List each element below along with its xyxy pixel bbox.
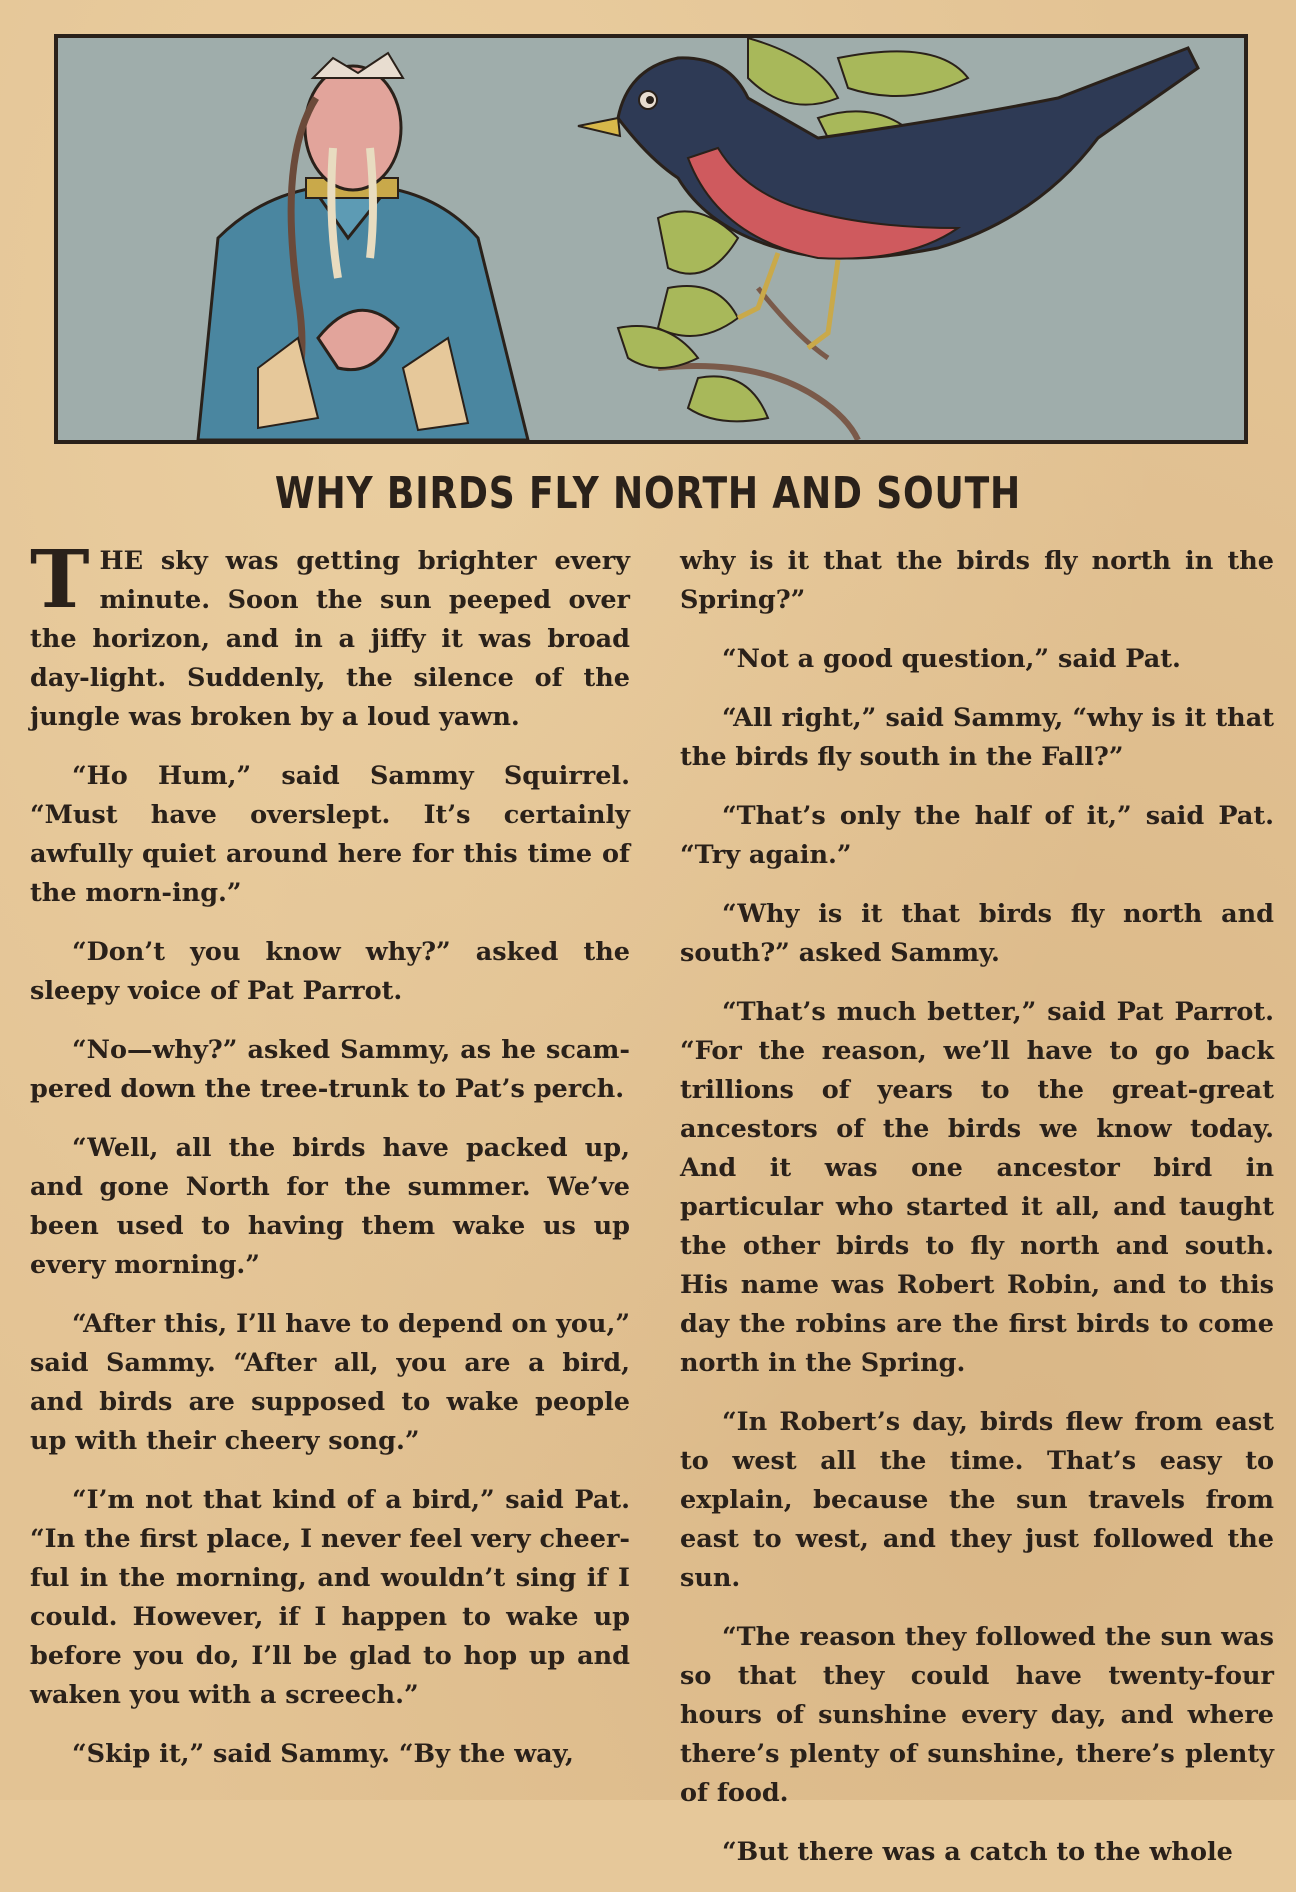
paragraph: “Why is it that birds fly north and south?” asked Sammy. <box>680 899 1274 968</box>
paragraph: “I’m not that kind of a bird,” said Pat. “In the first place, I never feel very cheer-ful in the morning, and wouldn’t sing if I could. However, if I happen to wake up before you do, I’ll be glad to hop up and waken you with a screech.” <box>30 1485 630 1710</box>
right-column <box>680 542 1274 1892</box>
paragraph-text: HE sky was getting brighter every minute. Soon the sun peeped over the horizon, and in a jiffy it was broad day-light. Suddenly, the silence of the jungle was broken by a loud yawn. <box>30 546 630 732</box>
paragraph <box>30 532 630 737</box>
drop-cap: T <box>30 532 90 626</box>
paragraph: “In Robert’s day, birds flew from east to west all the time. That’s easy to explain, because the sun travels from east to west, and they just followed the sun. <box>680 1407 1274 1593</box>
paragraph: “That’s much better,” said Pat Parrot. “For the reason, we’ll have to go back trillions of years to the great-great ancestors of the birds we know today. And it was one ancestor bird in particular who started it all, and taught the other birds to fly north and south. His name was Robert Robin, and to this day the robins are the first birds to come north in the Spring. <box>680 997 1274 1378</box>
paragraph: “Skip it,” said Sammy. “By the way, <box>72 1739 574 1769</box>
paragraph: “All right,” said Sammy, “why is it that the birds fly south in the Fall?” <box>680 703 1274 772</box>
left-column <box>30 532 630 1794</box>
illustration-canvas <box>58 38 1244 440</box>
paragraph: why is it that the birds fly north in the Spring?” <box>680 546 1274 615</box>
paragraph: “After this, I’ll have to depend on you,” said Sammy. “After all, you are a bird, and birds are supposed to wake people up with their cheery song.” <box>30 1309 630 1456</box>
paragraph: “The reason they followed the sun was so that they could have twenty-four hours of sunshine every day, and where there’s plenty of sunshine, there’s plenty of food. <box>680 1622 1274 1808</box>
paragraph: “But there was a catch to the whole <box>722 1837 1233 1867</box>
paragraph: “Ho Hum,” said Sammy Squirrel. “Must have overslept. It’s certainly awfully quiet around here for this time of the morn-ing.” <box>30 761 630 908</box>
story-title: WHY BIRDS FLY NORTH AND SOUTH <box>274 468 1022 519</box>
paragraph: “No—why?” asked Sammy, as he scam-pered down the tree-trunk to Pat’s perch. <box>30 1035 630 1104</box>
story-illustration <box>54 34 1248 444</box>
paragraph: “Not a good question,” said Pat. <box>722 644 1181 674</box>
paragraph: “Don’t you know why?” asked the sleepy voice of Pat Parrot. <box>30 937 630 1006</box>
paragraph: “That’s only the half of it,” said Pat. “Try again.” <box>680 801 1274 870</box>
paragraph: “Well, all the birds have packed up, and gone North for the summer. We’ve been used to having them wake us up every morning.” <box>30 1133 630 1280</box>
